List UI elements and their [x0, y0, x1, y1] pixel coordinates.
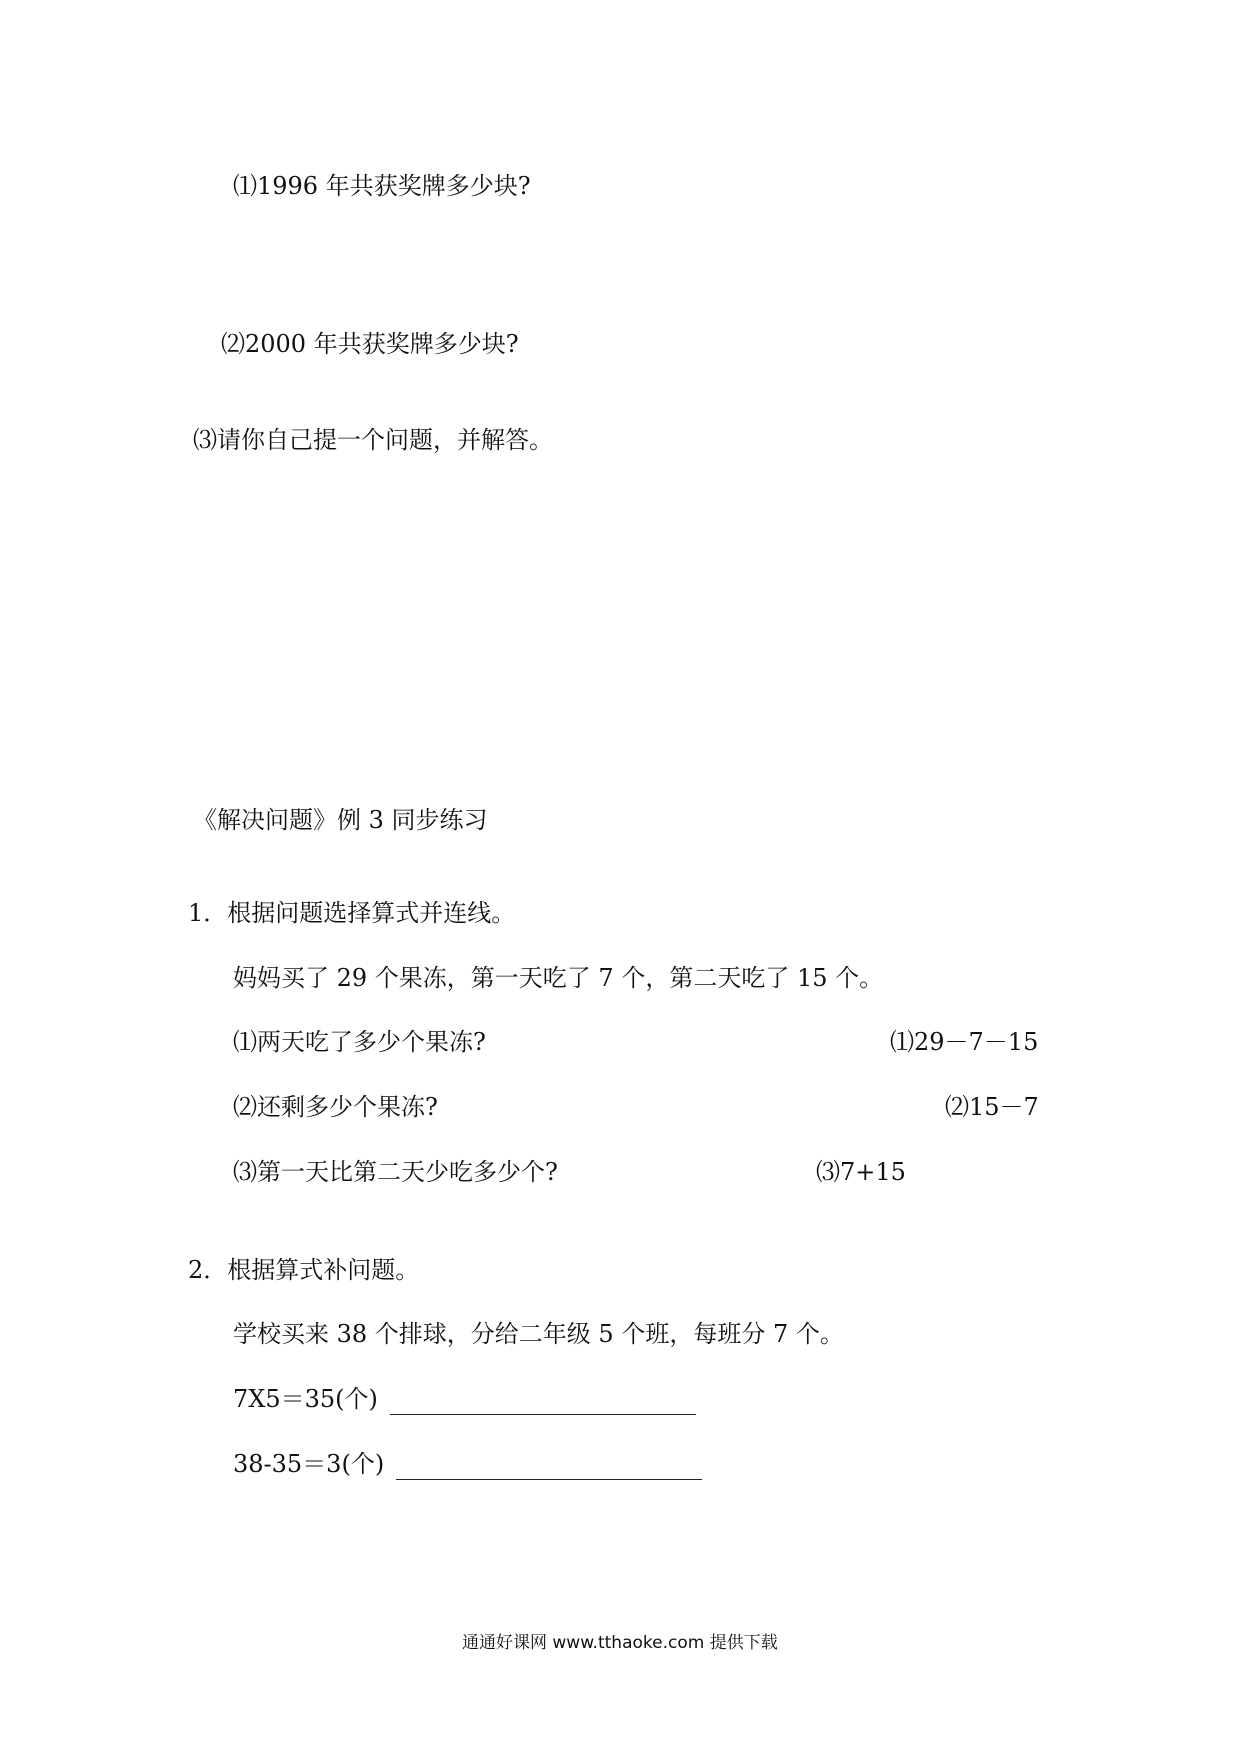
- exercise-1-formula: ⑵15－7: [945, 1093, 1039, 1121]
- exercise-1-context: 妈妈买了 29 个果冻，第一天吃了 7 个，第二天吃了 15 个。: [233, 964, 884, 992]
- formula-row: [233, 1448, 702, 1480]
- question-1: ⑴1996 年共获奖牌多少块?: [233, 172, 531, 200]
- exercise-1-question: ⑶第一天比第二天少吃多少个?: [233, 1158, 558, 1186]
- exercise-1-formula: ⑶7+15: [816, 1158, 906, 1186]
- answer-blank[interactable]: [396, 1455, 702, 1480]
- exercise-1-formula: ⑴29－7－15: [890, 1028, 1039, 1056]
- formula-text: 38-35＝3(个): [233, 1450, 385, 1478]
- question-2: ⑵2000 年共获奖牌多少块?: [221, 330, 519, 358]
- footer-credit: 通通好课网 www.tthaoke.com 提供下载: [462, 1633, 778, 1653]
- exercise-2-heading: 2．根据算式补问题。: [188, 1256, 420, 1284]
- exercise-1-question: ⑵还剩多少个果冻?: [233, 1093, 438, 1121]
- formula-text: 7X5＝35(个): [233, 1385, 378, 1413]
- exercise-1-heading: 1．根据问题选择算式并连线。: [188, 899, 516, 927]
- answer-blank[interactable]: [390, 1390, 696, 1415]
- exercise-2-context: 学校买来 38 个排球，分给二年级 5 个班，每班分 7 个。: [233, 1320, 844, 1348]
- formula-row: [233, 1383, 696, 1415]
- question-3: ⑶请你自己提一个问题，并解答。: [193, 426, 553, 454]
- section-title: 《解决问题》例 3 同步练习: [193, 806, 488, 834]
- exercise-1-question: ⑴两天吃了多少个果冻?: [233, 1028, 486, 1056]
